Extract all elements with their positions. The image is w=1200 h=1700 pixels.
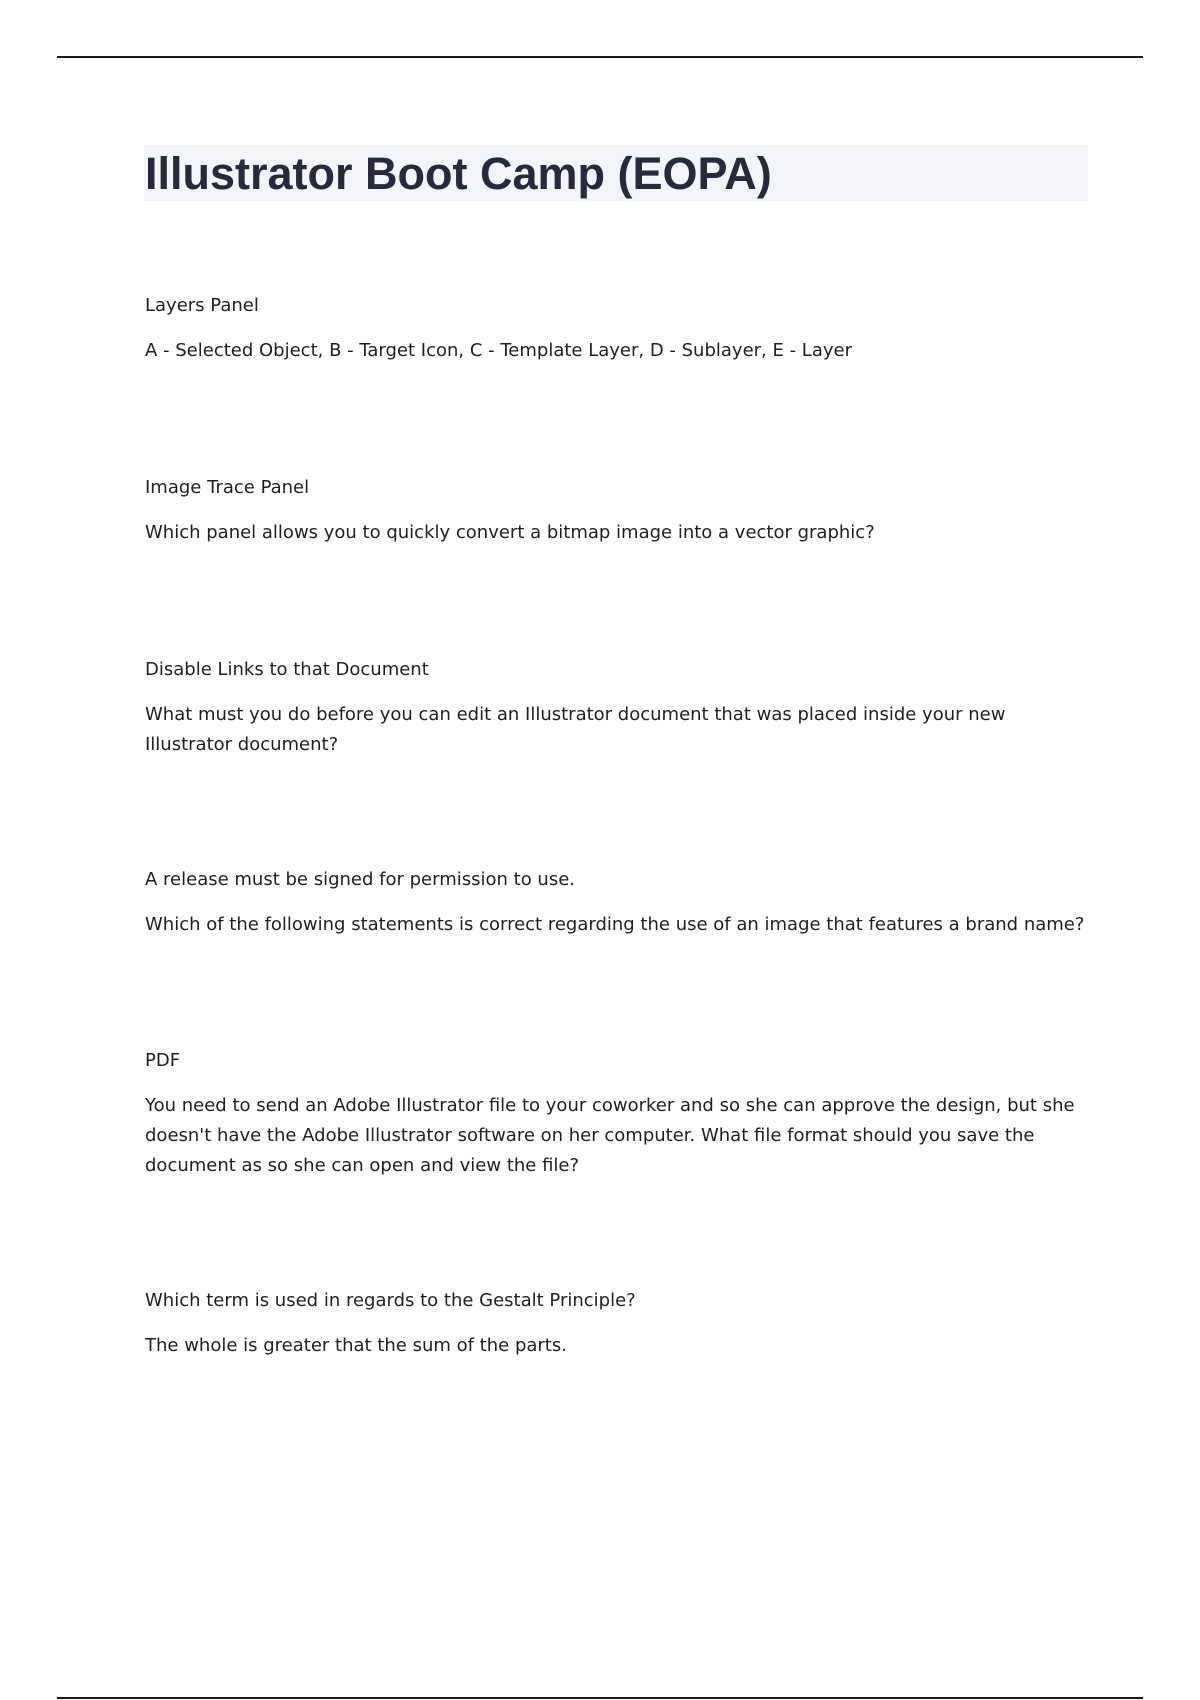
- flashcard: [145, 473, 1085, 548]
- card-term: Disable Links to that Document: [145, 659, 429, 680]
- flashcard: [145, 1286, 1085, 1361]
- card-definition: What must you do before you can edit an Illustrator document that was placed inside your new Illustrator document?: [145, 704, 1006, 755]
- card-definition: Which panel allows you to quickly convert a bitmap image into a vector graphic?: [145, 522, 875, 543]
- flashcard: [145, 655, 1085, 760]
- card-definition: The whole is greater that the sum of the parts.: [145, 1335, 567, 1356]
- page-title: Illustrator Boot Camp (EOPA): [145, 148, 772, 199]
- card-definition: You need to send an Adobe Illustrator file to your coworker and so she can approve the design, but she doesn't have the Adobe Illustrator software on her computer. What file format should you save the document as so she can open and view the file?: [145, 1095, 1075, 1176]
- flashcard: [145, 291, 1085, 366]
- card-definition: Which of the following statements is correct regarding the use of an image that features a brand name?: [145, 914, 1085, 935]
- flashcard: [145, 865, 1085, 940]
- top-divider: [57, 56, 1143, 58]
- card-definition: A - Selected Object, B - Target Icon, C - Template Layer, D - Sublayer, E - Layer: [145, 340, 852, 361]
- card-term: Layers Panel: [145, 295, 259, 316]
- card-term: Which term is used in regards to the Gestalt Principle?: [145, 1290, 636, 1311]
- bottom-divider: [57, 1697, 1143, 1699]
- card-term: A release must be signed for permission to use.: [145, 869, 576, 890]
- card-term: Image Trace Panel: [145, 477, 310, 498]
- flashcard: [145, 1046, 1085, 1181]
- card-term: PDF: [145, 1050, 181, 1071]
